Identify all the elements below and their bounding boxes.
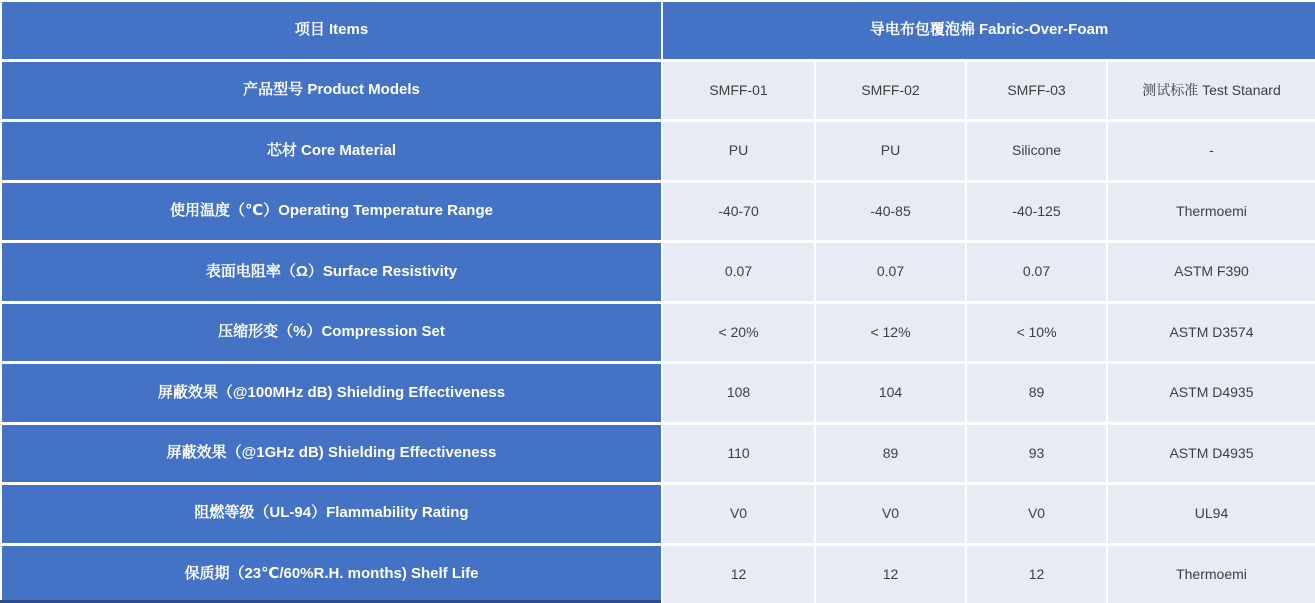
- cell-flammability-smff02: V0: [816, 485, 965, 542]
- cell-temperature-smff02: -40-85: [816, 183, 965, 240]
- cell-compression-smff03: < 10%: [967, 304, 1106, 361]
- row-label-core-material: 芯材 Core Material: [2, 122, 661, 179]
- cell-flammability-smff01: V0: [663, 485, 814, 542]
- cell-temperature-smff03: -40-125: [967, 183, 1106, 240]
- cell-test-standard-header: 测试标准 Test Stanard: [1108, 62, 1315, 119]
- cell-shielding100-smff01: 108: [663, 364, 814, 421]
- row-label-compression-set: 压缩形变（%）Compression Set: [2, 304, 661, 361]
- cell-product-model-smff02: SMFF-02: [816, 62, 965, 119]
- cell-compression-standard: ASTM D3574: [1108, 304, 1315, 361]
- cell-shelflife-smff02: 12: [816, 546, 965, 603]
- cell-resistivity-smff02: 0.07: [816, 243, 965, 300]
- row-label-operating-temperature: 使用温度（℃）Operating Temperature Range: [2, 183, 661, 240]
- cell-compression-smff02: < 12%: [816, 304, 965, 361]
- cell-core-material-smff02: PU: [816, 122, 965, 179]
- column-header-items: 项目 Items: [2, 2, 661, 59]
- cell-shielding100-standard: ASTM D4935: [1108, 364, 1315, 421]
- row-label-flammability-rating: 阻燃等级（UL-94）Flammability Rating: [2, 485, 661, 542]
- cell-compression-smff01: < 20%: [663, 304, 814, 361]
- cell-temperature-smff01: -40-70: [663, 183, 814, 240]
- row-label-product-models: 产品型号 Product Models: [2, 62, 661, 119]
- cell-shelflife-standard: Thermoemi: [1108, 546, 1315, 603]
- cell-product-model-smff03: SMFF-03: [967, 62, 1106, 119]
- cell-shielding1g-smff03: 93: [967, 425, 1106, 482]
- cell-resistivity-smff01: 0.07: [663, 243, 814, 300]
- row-label-surface-resistivity: 表面电阻率（Ω）Surface Resistivity: [2, 243, 661, 300]
- cell-shelflife-smff01: 12: [663, 546, 814, 603]
- cell-core-material-standard: -: [1108, 122, 1315, 179]
- cell-flammability-smff03: V0: [967, 485, 1106, 542]
- cell-shielding1g-smff01: 110: [663, 425, 814, 482]
- cell-product-model-smff01: SMFF-01: [663, 62, 814, 119]
- cell-core-material-smff03: Silicone: [967, 122, 1106, 179]
- cell-shielding100-smff03: 89: [967, 364, 1106, 421]
- column-header-fabric-over-foam: 导电布包覆泡棉 Fabric-Over-Foam: [663, 2, 1315, 59]
- cell-shielding1g-standard: ASTM D4935: [1108, 425, 1315, 482]
- cell-shelflife-smff03: 12: [967, 546, 1106, 603]
- row-label-shielding-100mhz: 屏蔽效果（@100MHz dB) Shielding Effectiveness: [2, 364, 661, 421]
- cell-resistivity-smff03: 0.07: [967, 243, 1106, 300]
- cell-resistivity-standard: ASTM F390: [1108, 243, 1315, 300]
- cell-temperature-standard: Thermoemi: [1108, 183, 1315, 240]
- cell-flammability-standard: UL94: [1108, 485, 1315, 542]
- cell-core-material-smff01: PU: [663, 122, 814, 179]
- cell-shielding100-smff02: 104: [816, 364, 965, 421]
- row-label-shelf-life: 保质期（23℃/60%R.H. months) Shelf Life: [2, 546, 661, 603]
- row-label-shielding-1ghz: 屏蔽效果（@1GHz dB) Shielding Effectiveness: [2, 425, 661, 482]
- cell-shielding1g-smff02: 89: [816, 425, 965, 482]
